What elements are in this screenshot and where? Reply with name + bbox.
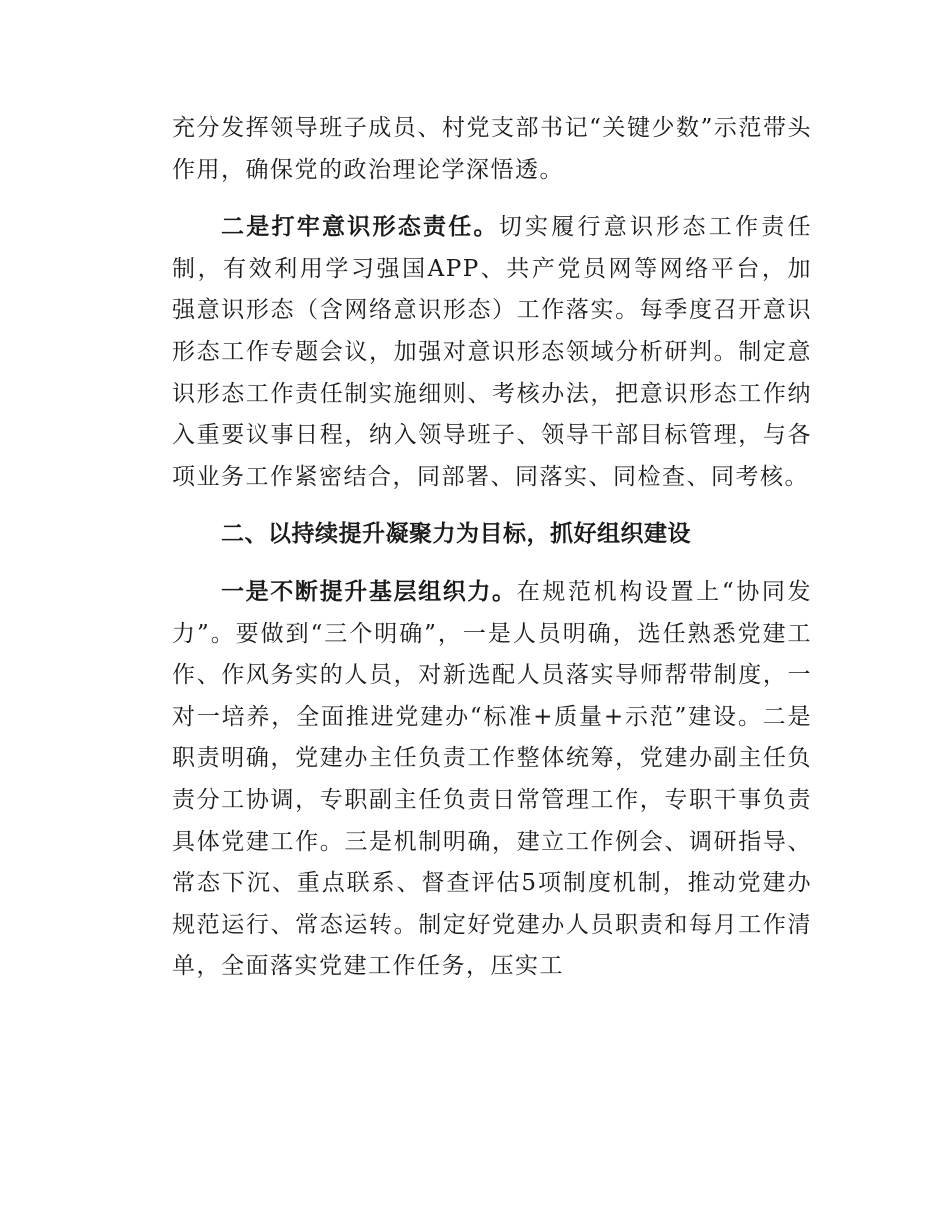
section-heading: 二、以持续提升凝聚力为目标，抓好组织建设 — [221, 521, 691, 548]
paragraph-organization-capacity — [172, 572, 812, 988]
paragraph-text: 充分发挥领导班子成员、村党支部书记“关键少数”示范带头作用，确保党的政治理论学深悟透。 — [172, 115, 812, 183]
paragraph-ideology-responsibility — [172, 207, 812, 498]
paragraph-text: 切实履行意识形态工作责任制，有效利用学习强国APP、共产党员网等网络平台，加强意识形态（含网络意识形态）工作落实。每季度召开意识形态工作专题会议，加强对意识形态领域分析研判。制定意识形态工作责任制实施细则、考核办法，把意识形态工作纳入重要议事日程，纳入领导班子、领导干部目标管理，与各项业务工作紧密结合，同部署、同落实、同检查、同考核。 — [172, 214, 812, 490]
paragraph-text: 在规范机构设置上“协同发力”。要做到“三个明确”，一是人员明确，选任熟悉党建工作、作风务实的人员，对新选配人员落实导师帮带制度，一对一培养，全面推进党建办“标准+质量+示范”建设。二是职责明确，党建办主任负责工作整体统筹，党建办副主任负责分工协调，专职副主任负责日常管理工作，专职干事负责具体党建工作。三是机制明确，建立工作例会、调研指导、常态下沉、重点联系、督查评估5项制度机制，推动党建办规范运行、常态运转。制定好党建办人员职责和每月工作清单，全面落实党建工作任务，压实工 — [172, 578, 812, 980]
paragraph-lead-heading: 一是不断提升基层组织力。 — [221, 578, 517, 605]
paragraph-lead-heading: 二是打牢意识形态责任。 — [221, 214, 499, 241]
document-body — [172, 108, 812, 988]
paragraph-continuation — [172, 108, 812, 191]
